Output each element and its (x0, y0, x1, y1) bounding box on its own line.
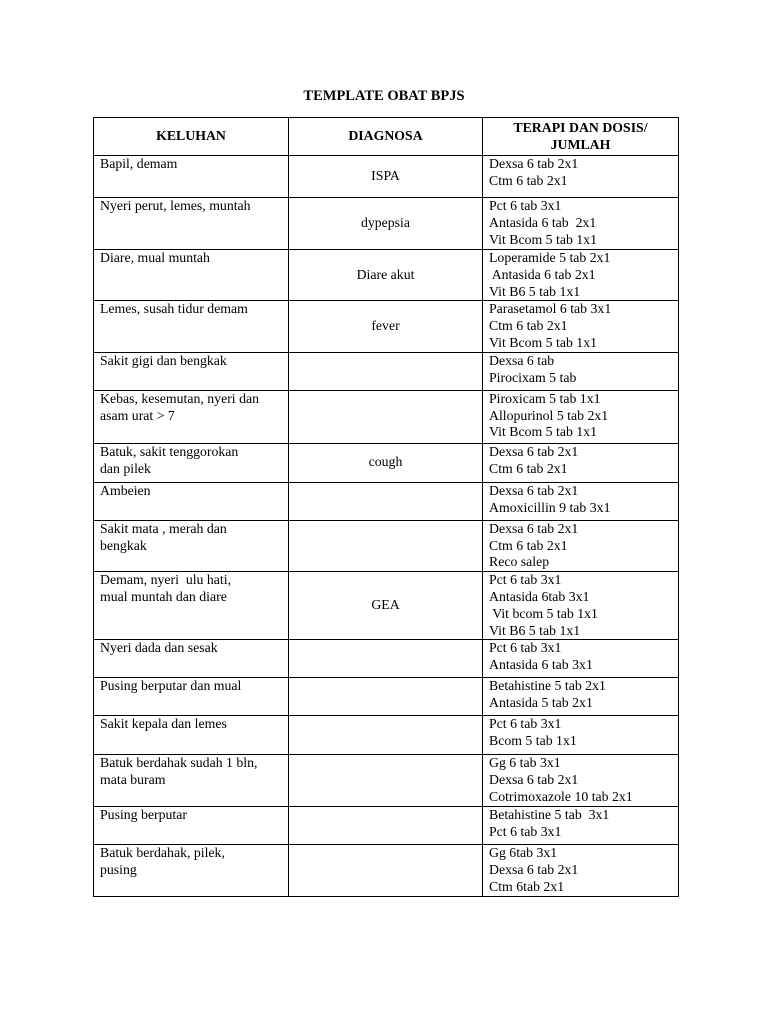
terapi-line: Vit Bcom 5 tab 1x1 (489, 424, 598, 440)
table-row (94, 250, 679, 301)
terapi-line: Ctm 6 tab 2x1 (489, 318, 568, 334)
terapi-line: Ctm 6 tab 2x1 (489, 460, 568, 476)
terapi-line: Pct 6 tab 3x1 (489, 640, 562, 656)
diagnosa-cell: Diare akut (289, 250, 483, 301)
diagnosa-cell (289, 807, 483, 845)
terapi-line: Dexsa 6 tab 2x1 (489, 862, 579, 878)
terapi-cell (483, 443, 679, 482)
diagnosa-cell (289, 716, 483, 755)
table-row (94, 482, 679, 520)
terapi-line: Vit B6 5 tab 1x1 (489, 283, 581, 299)
terapi-line: Reco salep (489, 554, 550, 570)
keluhan-line: Nyeri perut, lemes, muntah (100, 198, 251, 213)
table-row (94, 352, 679, 390)
terapi-cell (483, 678, 679, 716)
keluhan-cell (94, 520, 289, 571)
diagnosa-cell (289, 755, 483, 807)
keluhan-line: mata buram (100, 772, 166, 788)
keluhan-line: Demam, nyeri ulu hati, (100, 572, 232, 588)
terapi-line: Bcom 5 tab 1x1 (489, 733, 577, 749)
keluhan-cell (94, 301, 289, 352)
terapi-cell (483, 198, 679, 250)
keluhan-cell (94, 845, 289, 896)
terapi-cell (483, 301, 679, 352)
keluhan-cell (94, 443, 289, 482)
keluhan-cell (94, 198, 289, 250)
table-row (94, 807, 679, 845)
terapi-line: Antasida 6 tab 2x1 (489, 266, 596, 282)
terapi-line: Dexsa 6 tab 2x1 (489, 482, 579, 498)
diagnosa-cell (289, 520, 483, 571)
terapi-line: Pct 6 tab 3x1 (489, 198, 562, 213)
table-header-row (94, 118, 679, 156)
keluhan-cell (94, 716, 289, 755)
page-title: TEMPLATE OBAT BPJS (303, 88, 465, 104)
terapi-cell (483, 482, 679, 520)
diagnosa-cell: dypepsia (289, 198, 483, 250)
terapi-cell (483, 352, 679, 390)
terapi-line: Vit Bcom 5 tab 1x1 (489, 231, 598, 247)
table-row (94, 198, 679, 250)
terapi-cell (483, 250, 679, 301)
keluhan-line: dan pilek (100, 460, 151, 476)
terapi-cell (483, 572, 679, 640)
keluhan-line: Sakit mata , merah dan (100, 520, 227, 536)
terapi-cell (483, 807, 679, 845)
terapi-line: Parasetamol 6 tab 3x1 (489, 301, 612, 317)
keluhan-cell (94, 352, 289, 390)
terapi-line: Pct 6 tab 3x1 (489, 716, 562, 732)
keluhan-line: Kebas, kesemutan, nyeri dan (100, 390, 259, 406)
terapi-line: Antasida 6 tab 2x1 (489, 214, 597, 230)
table-row (94, 443, 679, 482)
table-row (94, 716, 679, 755)
keluhan-line: Diare, mual muntah (100, 250, 210, 265)
terapi-cell (483, 640, 679, 678)
keluhan-line: Batuk berdahak sudah 1 bln, (100, 755, 258, 771)
table-body (94, 156, 679, 897)
terapi-cell (483, 520, 679, 571)
table-row (94, 520, 679, 571)
diagnosa-cell: cough (289, 443, 483, 482)
keluhan-line: Bapil, demam (100, 156, 178, 171)
diagnosa-cell (289, 678, 483, 716)
table-row (94, 640, 679, 678)
terapi-line: Vit B6 5 tab 1x1 (489, 622, 581, 638)
terapi-cell (483, 845, 679, 896)
table-row (94, 755, 679, 807)
terapi-line: Ctm 6 tab 2x1 (489, 172, 568, 188)
terapi-line: Dexsa 6 tab 2x1 (489, 156, 579, 171)
terapi-line: Antasida 5 tab 2x1 (489, 695, 593, 711)
diagnosa-cell: fever (289, 301, 483, 352)
terapi-line: Vit bcom 5 tab 1x1 (489, 605, 598, 621)
diagnosa-cell (289, 352, 483, 390)
header-terapi: TERAPI DAN DOSIS/ JUMLAH (483, 118, 679, 156)
terapi-line: Piroxicam 5 tab 1x1 (489, 390, 601, 406)
keluhan-line: Pusing berputar dan mual (100, 678, 242, 694)
keluhan-line: bengkak (100, 537, 147, 553)
terapi-line: Pct 6 tab 3x1 (489, 824, 562, 840)
diagnosa-cell (289, 482, 483, 520)
terapi-line: Loperamide 5 tab 2x1 (489, 250, 611, 265)
terapi-line: Pirocixam 5 tab (489, 369, 577, 385)
keluhan-line: mual muntah dan diare (100, 588, 227, 604)
terapi-line: Betahistine 5 tab 2x1 (489, 678, 606, 694)
keluhan-line: Ambeien (100, 482, 151, 498)
terapi-cell (483, 390, 679, 443)
terapi-line: Betahistine 5 tab 3x1 (489, 807, 610, 823)
terapi-cell (483, 716, 679, 755)
medication-table (93, 117, 679, 897)
terapi-line: Gg 6 tab 3x1 (489, 755, 561, 771)
terapi-line: Dexsa 6 tab (489, 352, 555, 368)
terapi-line: Allopurinol 5 tab 2x1 (489, 407, 609, 423)
header-diagnosa: DIAGNOSA (289, 118, 483, 156)
keluhan-line: Lemes, susah tidur demam (100, 301, 248, 317)
terapi-cell (483, 755, 679, 807)
terapi-line: Antasida 6tab 3x1 (489, 588, 590, 604)
terapi-line: Gg 6tab 3x1 (489, 845, 558, 861)
terapi-line: Dexsa 6 tab 2x1 (489, 772, 579, 788)
table-row (94, 156, 679, 198)
terapi-line: Vit Bcom 5 tab 1x1 (489, 334, 598, 350)
keluhan-cell (94, 755, 289, 807)
table-row (94, 845, 679, 896)
terapi-line: Dexsa 6 tab 2x1 (489, 443, 579, 459)
terapi-line: Amoxicillin 9 tab 3x1 (489, 499, 611, 515)
terapi-cell (483, 156, 679, 198)
table-row (94, 390, 679, 443)
terapi-line: Ctm 6 tab 2x1 (489, 537, 568, 553)
keluhan-cell (94, 390, 289, 443)
keluhan-cell (94, 250, 289, 301)
terapi-line: Ctm 6tab 2x1 (489, 878, 565, 894)
terapi-line: Pct 6 tab 3x1 (489, 572, 562, 588)
diagnosa-cell (289, 390, 483, 443)
diagnosa-cell (289, 640, 483, 678)
terapi-line: Cotrimoxazole 10 tab 2x1 (489, 788, 633, 804)
header-keluhan: KELUHAN (94, 118, 289, 156)
table-row (94, 572, 679, 640)
keluhan-line: Sakit gigi dan bengkak (100, 352, 227, 368)
terapi-line: Antasida 6 tab 3x1 (489, 657, 593, 673)
keluhan-line: Batuk, sakit tenggorokan (100, 443, 239, 459)
keluhan-line: Nyeri dada dan sesak (100, 640, 218, 656)
keluhan-cell (94, 156, 289, 198)
keluhan-line: Pusing berputar (100, 807, 187, 823)
diagnosa-cell: ISPA (289, 156, 483, 198)
keluhan-line: asam urat > 7 (100, 407, 175, 423)
keluhan-cell (94, 640, 289, 678)
terapi-line: Dexsa 6 tab 2x1 (489, 520, 579, 536)
keluhan-line: Batuk berdahak, pilek, (100, 845, 225, 861)
keluhan-cell (94, 807, 289, 845)
keluhan-cell (94, 678, 289, 716)
diagnosa-cell: GEA (289, 572, 483, 640)
table-row (94, 301, 679, 352)
keluhan-line: pusing (100, 862, 137, 878)
keluhan-line: Sakit kepala dan lemes (100, 716, 227, 732)
keluhan-cell (94, 482, 289, 520)
diagnosa-cell (289, 845, 483, 896)
keluhan-cell (94, 572, 289, 640)
table-row (94, 678, 679, 716)
